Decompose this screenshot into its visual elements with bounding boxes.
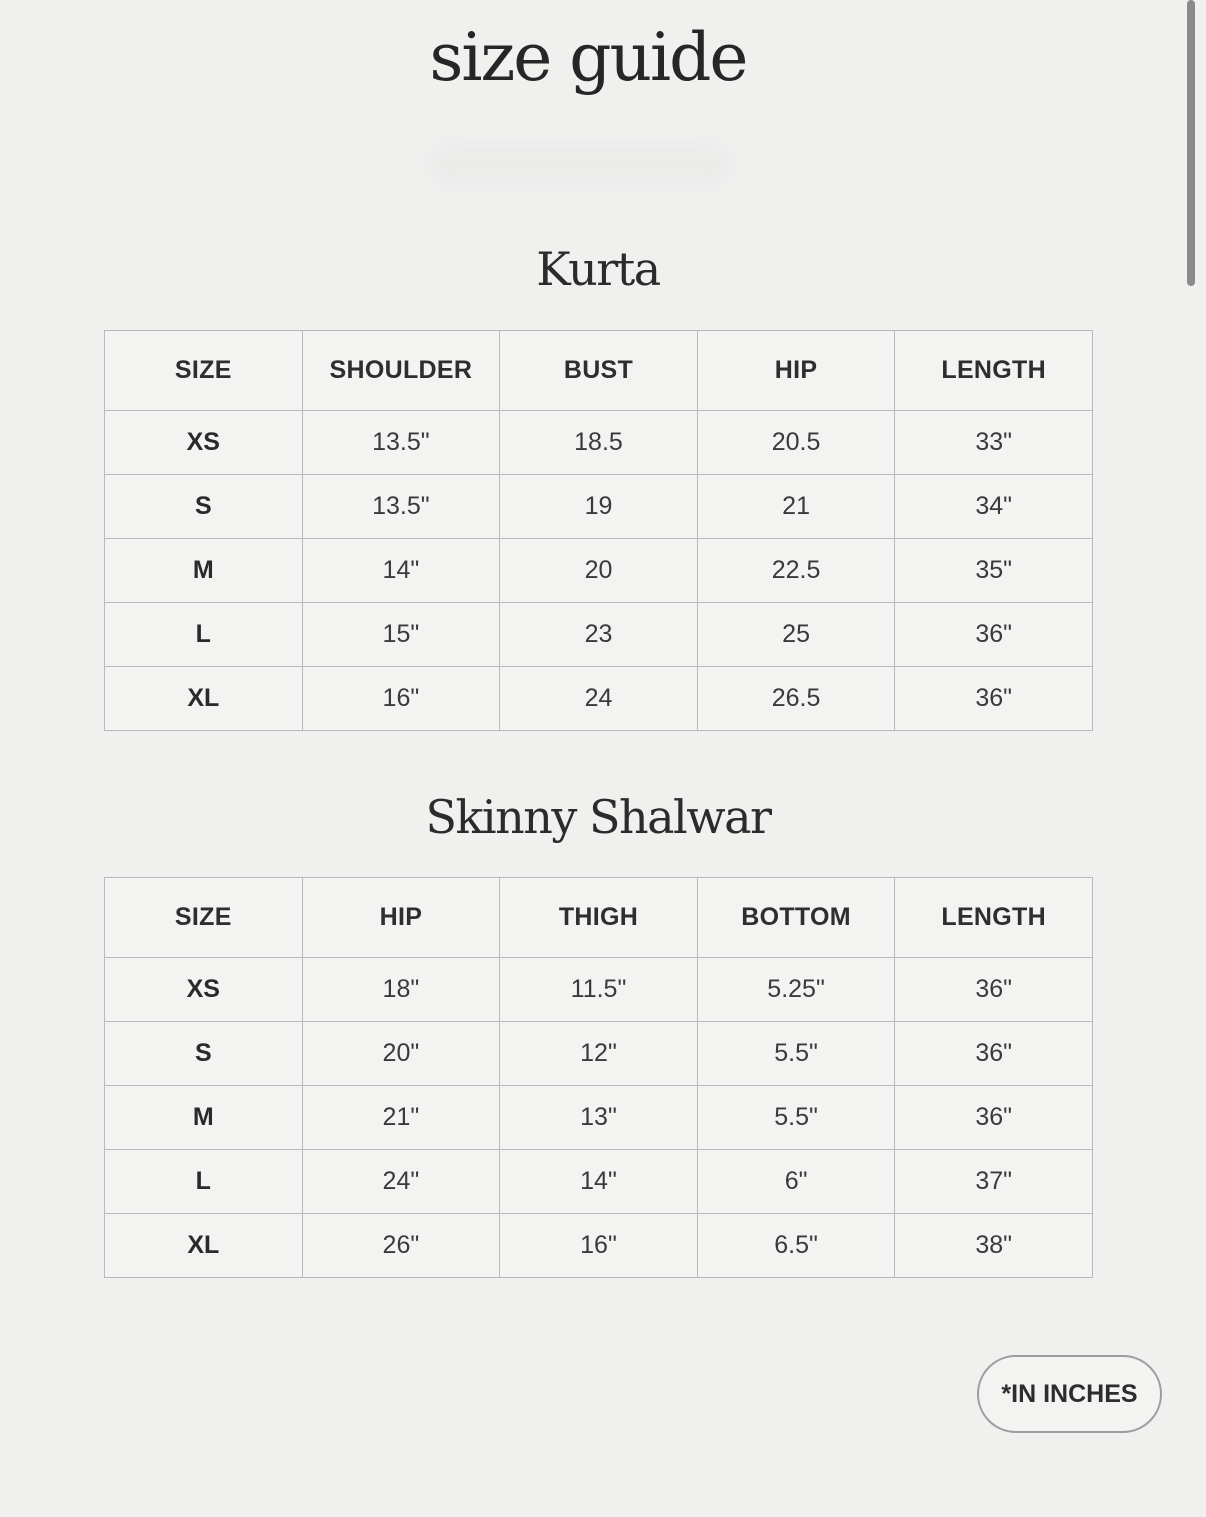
size-cell: S — [105, 475, 303, 539]
kurta-section-title: Kurta — [536, 242, 660, 296]
table-cell: 34" — [895, 475, 1093, 539]
table-cell: 12" — [500, 1022, 698, 1086]
column-header-hip: HIP — [302, 878, 500, 958]
table-cell: 26" — [302, 1214, 500, 1278]
column-header-size: SIZE — [105, 331, 303, 411]
table-cell: 14" — [500, 1150, 698, 1214]
size-cell: L — [105, 1150, 303, 1214]
table-cell: 25 — [697, 603, 895, 667]
column-header-length: LENGTH — [895, 331, 1093, 411]
table-row — [105, 958, 1093, 1022]
kurta-size-table — [104, 330, 1093, 731]
table-cell: 6" — [697, 1150, 895, 1214]
column-header-thigh: THIGH — [500, 878, 698, 958]
table-cell: 37" — [895, 1150, 1093, 1214]
table-row — [105, 475, 1093, 539]
table-cell: 16" — [500, 1214, 698, 1278]
table-row — [105, 1022, 1093, 1086]
table-cell: 38" — [895, 1214, 1093, 1278]
table-header-row — [105, 331, 1093, 411]
table-row — [105, 1086, 1093, 1150]
shalwar-size-table — [104, 877, 1093, 1278]
table-row — [105, 1150, 1093, 1214]
size-cell: XS — [105, 958, 303, 1022]
table-cell: 22.5 — [697, 539, 895, 603]
size-cell: XS — [105, 411, 303, 475]
column-header-shoulder: SHOULDER — [302, 331, 500, 411]
table-cell: 21 — [697, 475, 895, 539]
table-cell: 13.5" — [302, 411, 500, 475]
table-cell: 18.5 — [500, 411, 698, 475]
table-cell: 20" — [302, 1022, 500, 1086]
size-cell: M — [105, 1086, 303, 1150]
table-cell: 5.5" — [697, 1086, 895, 1150]
size-cell: L — [105, 603, 303, 667]
table-cell: 5.5" — [697, 1022, 895, 1086]
table-row — [105, 603, 1093, 667]
page-title: size guide — [429, 19, 747, 96]
table-cell: 36" — [895, 667, 1093, 731]
column-header-bottom: BOTTOM — [697, 878, 895, 958]
table-cell: 13" — [500, 1086, 698, 1150]
table-header-row — [105, 878, 1093, 958]
table-cell: 36" — [895, 958, 1093, 1022]
size-cell: M — [105, 539, 303, 603]
units-badge: *IN INCHES — [977, 1355, 1162, 1433]
table-row — [105, 411, 1093, 475]
column-header-bust: BUST — [500, 331, 698, 411]
shalwar-section-title: Skinny Shalwar — [425, 790, 771, 844]
table-row — [105, 539, 1093, 603]
column-header-length: LENGTH — [895, 878, 1093, 958]
table-cell: 15" — [302, 603, 500, 667]
table-cell: 21" — [302, 1086, 500, 1150]
table-cell: 6.5" — [697, 1214, 895, 1278]
table-cell: 5.25" — [697, 958, 895, 1022]
table-cell: 36" — [895, 1022, 1093, 1086]
size-cell: S — [105, 1022, 303, 1086]
column-header-hip: HIP — [697, 331, 895, 411]
table-cell: 23 — [500, 603, 698, 667]
table-cell: 36" — [895, 1086, 1093, 1150]
column-header-size: SIZE — [105, 878, 303, 958]
table-cell: 14" — [302, 539, 500, 603]
table-cell: 26.5 — [697, 667, 895, 731]
size-cell: XL — [105, 1214, 303, 1278]
vertical-scrollbar[interactable] — [1187, 0, 1195, 286]
table-cell: 24" — [302, 1150, 500, 1214]
table-cell: 11.5" — [500, 958, 698, 1022]
table-cell: 35" — [895, 539, 1093, 603]
size-cell: XL — [105, 667, 303, 731]
table-cell: 18" — [302, 958, 500, 1022]
table-cell: 20 — [500, 539, 698, 603]
blurred-subtitle — [430, 145, 730, 185]
table-row — [105, 1214, 1093, 1278]
table-cell: 24 — [500, 667, 698, 731]
table-cell: 36" — [895, 603, 1093, 667]
table-cell: 20.5 — [697, 411, 895, 475]
table-cell: 33" — [895, 411, 1093, 475]
table-cell: 13.5" — [302, 475, 500, 539]
table-cell: 19 — [500, 475, 698, 539]
table-cell: 16" — [302, 667, 500, 731]
table-row — [105, 667, 1093, 731]
